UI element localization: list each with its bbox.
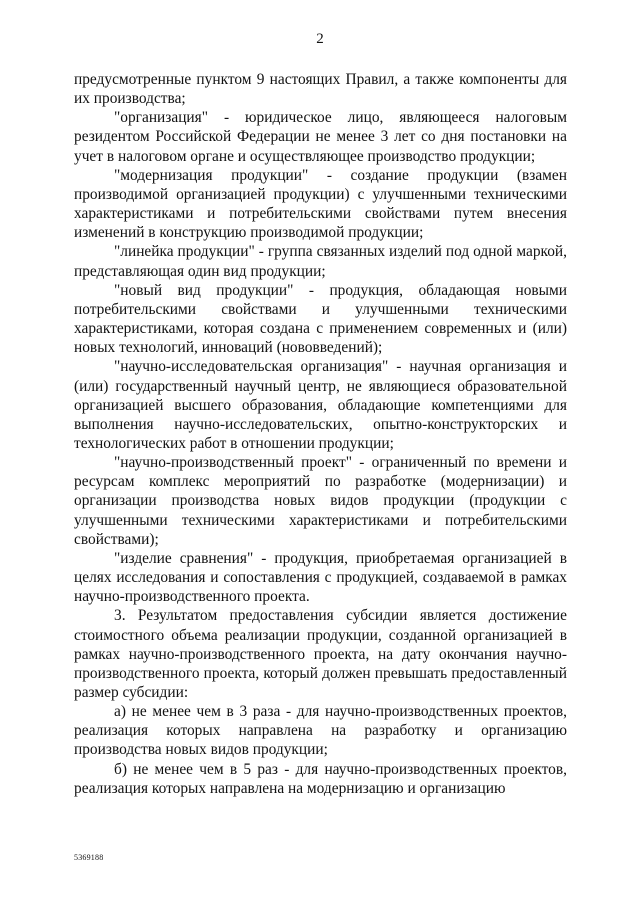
document-body [74, 70, 567, 798]
paragraph-item-a: а) не менее чем в 3 раза - для научно-производственных проектов, реализация которых направлена на разработку и организацию производства новых видов продукции; [74, 703, 567, 759]
paragraph-definition-project: "научно-производственный проект" - ограниченный по времени и ресурсам комплекс мероприятий по разработке (модернизации) и организации производства новых видов продукции (продукции с улучшенными техническими характеристиками и потребительскими свойствами); [74, 454, 567, 548]
paragraph-components-continuation: предусмотренные пунктом 9 настоящих Правил, а также компоненты для их производства; [74, 71, 567, 108]
paragraph-definition-modernization: "модернизация продукции" - создание продукции (взамен производимой организацией продукции) с улучшенными техническими характеристиками и потребительскими свойствами путем внесения изменений в конструкцию производимой продукции; [74, 166, 567, 242]
paragraph-section-3: 3. Результатом предоставления субсидии является достижение стоимостного объема реализации продукции, созданной организацией в рамках научно-производственного проекта, на дату окончания научно-производственного проекта, который должен превышать предоставленный размер субсидии: [74, 607, 567, 701]
paragraph-definition-product-line: "линейка продукции" - группа связанных изделий под одной маркой, представляющая один вид продукции; [74, 243, 567, 280]
paragraph-definition-organization: "организация" - юридическое лицо, являющееся налоговым резидентом Российской Федерации не менее 3 лет со дня постановки на учет в налоговом органе и осуществляющее производство продукции; [74, 109, 567, 165]
paragraph-definition-research-organization: "научно-исследовательская организация" - научная организация и (или) государственный научный центр, не являющиеся образовательной организацией высшего образования, обладающие компетенциями для выполнения научно-исследовательских, опытно-конструкторских и технологических работ в отношении продукции; [74, 358, 567, 452]
page-number: 2 [316, 31, 324, 47]
paragraph-definition-new-product: "новый вид продукции" - продукция, обладающая новыми потребительскими свойствами и улучшенными техническими характеристиками, которая создана с применением современных и (или) новых технологий, инноваций (нововведений); [74, 281, 567, 357]
document-code: 5369188 [74, 853, 104, 862]
paragraph-item-b: б) не менее чем в 5 раз - для научно-производственных проектов, реализация которых направлена на модернизацию и организацию [74, 760, 567, 797]
paragraph-definition-comparison-item: "изделие сравнения" - продукция, приобретаемая организацией в целях исследования и сопоставления с продукцией, создаваемой в рамках научно-производственного проекта. [74, 549, 567, 606]
